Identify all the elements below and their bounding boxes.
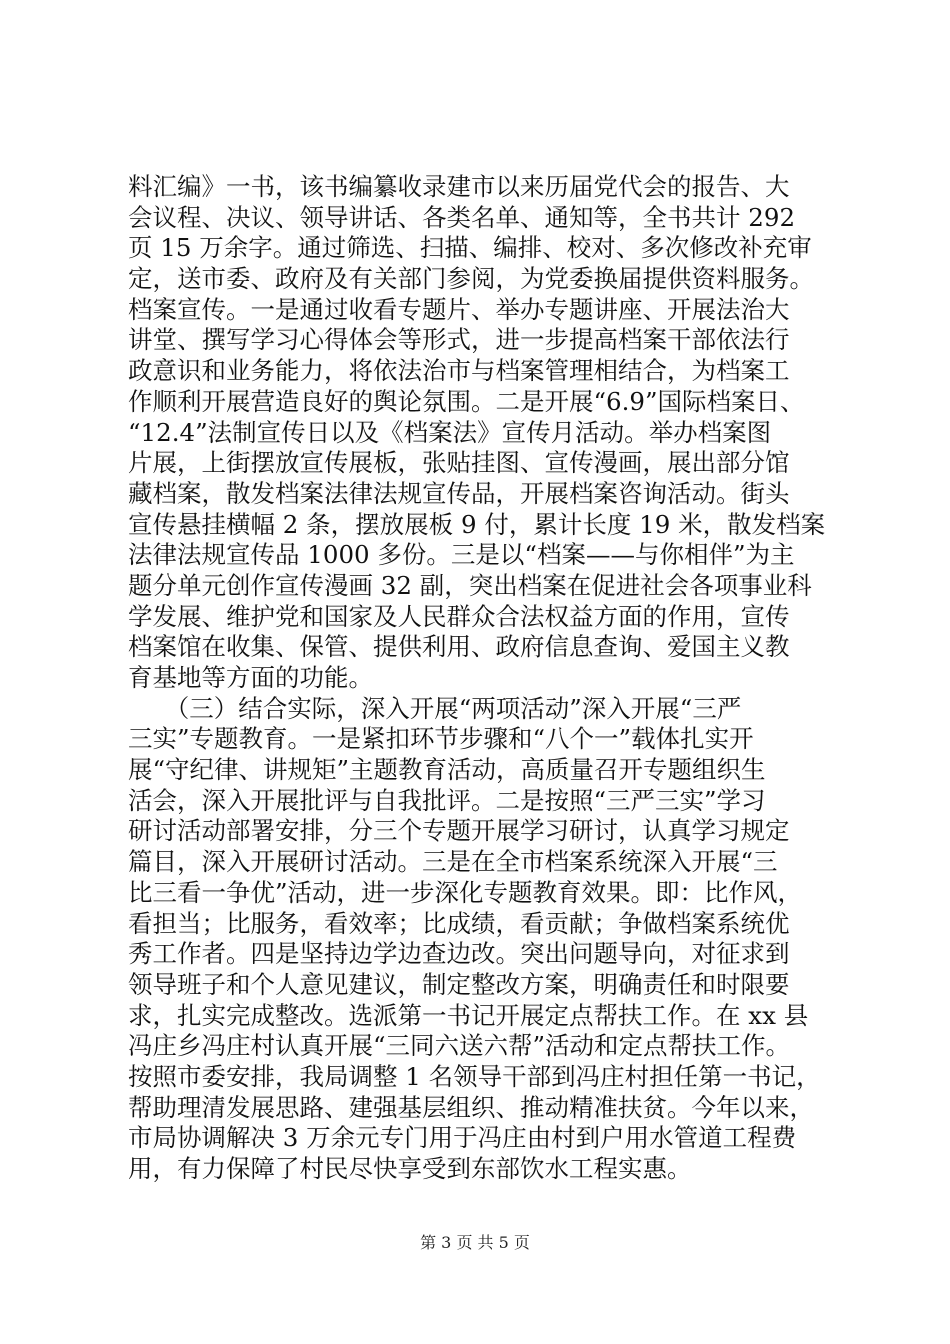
text-line: 档案馆在收集、保管、提供利用、政府信息查询、爱国主义教 bbox=[128, 632, 790, 662]
text-line: （三）结合实际，深入开展“两项活动”深入开展“三严 bbox=[128, 693, 742, 723]
text-line: 用，有力保障了村民尽快享受到东部饮水工程实惠。 bbox=[128, 1154, 692, 1183]
text-line: 育基地等方面的功能。 bbox=[128, 663, 373, 692]
text-line: 片展，上街摆放宣传展板，张贴挂图、宣传漫画，展出部分馆 bbox=[128, 448, 790, 478]
text-line: 比三看一争优”活动，进一步深化专题教育效果。即：比作风， bbox=[128, 877, 803, 907]
body-text bbox=[128, 172, 828, 1185]
text-line: 讲堂、撰写学习心得体会等形式，进一步提高档案干部依法行 bbox=[128, 325, 790, 355]
text-line: 会议程、决议、领导讲话、各类名单、通知等，全书共计 292 bbox=[128, 202, 796, 232]
text-line: “12.4”法制宣传日以及《档案法》宣传月活动。举办档案图 bbox=[128, 417, 772, 447]
text-line: 秀工作者。四是坚持边学边查边改。突出问题导向，对征求到 bbox=[128, 939, 790, 969]
text-line: 藏档案，散发档案法律法规宣传品，开展档案咨询活动。街头 bbox=[128, 478, 790, 508]
text-line: 活会，深入开展批评与自我批评。二是按照“三严三实”学习 bbox=[128, 785, 766, 815]
text-line: 看担当；比服务，看效率；比成绩，看贡献；争做档案系统优 bbox=[128, 908, 790, 938]
text-line: 作顺利开展营造良好的舆论氛围。二是开展“6.9”国际档案日、 bbox=[128, 386, 805, 416]
text-line: 学发展、维护党和国家及人民群众合法权益方面的作用，宣传 bbox=[128, 601, 790, 631]
text-line: 法律法规宣传品 1000 多份。三是以“档案——与你相伴”为主 bbox=[128, 540, 795, 570]
text-line: 按照市委安排，我局调整 1 名领导干部到冯庄村担任第一书记， bbox=[128, 1061, 821, 1091]
text-line: 领导班子和个人意见建议，制定整改方案，明确责任和时限要 bbox=[128, 969, 790, 999]
text-line: 帮助理清发展思路、建强基层组织、推动精准扶贫。今年以来， bbox=[128, 1092, 814, 1122]
page-footer: 第 3 页 共 5 页 bbox=[420, 1233, 530, 1252]
text-line: 政意识和业务能力，将依法治市与档案管理相结合，为档案工 bbox=[128, 356, 790, 386]
text-line: 档案宣传。一是通过收看专题片、举办专题讲座、开展法治大 bbox=[128, 294, 790, 324]
text-line: 页 15 万余字。通过筛选、扫描、编排、校对、多次修改补充审 bbox=[128, 233, 812, 263]
text-line: 冯庄乡冯庄村认真开展“三同六送六帮”活动和定点帮扶工作。 bbox=[128, 1031, 791, 1061]
text-line: 料汇编》一书，该书编纂收录建市以来历届党代会的报告、大 bbox=[128, 172, 790, 201]
text-line: 展“守纪律、讲规矩”主题教育活动，高质量召开专题组织生 bbox=[128, 755, 766, 785]
text-line: 研讨活动部署安排，分三个专题开展学习研讨，认真学习规定 bbox=[128, 816, 790, 846]
text-line: 三实”专题教育。一是紧扣环节步骤和“八个一”载体扎实开 bbox=[128, 724, 754, 754]
text-line: 宣传悬挂横幅 2 条，摆放展板 9 付，累计长度 19 米，散发档案 bbox=[128, 509, 826, 539]
text-line: 求，扎实完成整改。选派第一书记开展定点帮扶工作。在 xx 县 bbox=[128, 1000, 809, 1030]
text-line: 定，送市委、政府及有关部门参阅，为党委换届提供资料服务。 bbox=[128, 264, 814, 294]
text-line: 题分单元创作宣传漫画 32 副，突出档案在促进社会各项事业科 bbox=[128, 570, 812, 600]
text-line: 市局协调解决 3 万余元专门用于冯庄由村到户用水管道工程费 bbox=[128, 1123, 797, 1153]
text-line: 篇目，深入开展研讨活动。三是在全市档案系统深入开展“三 bbox=[128, 847, 778, 877]
